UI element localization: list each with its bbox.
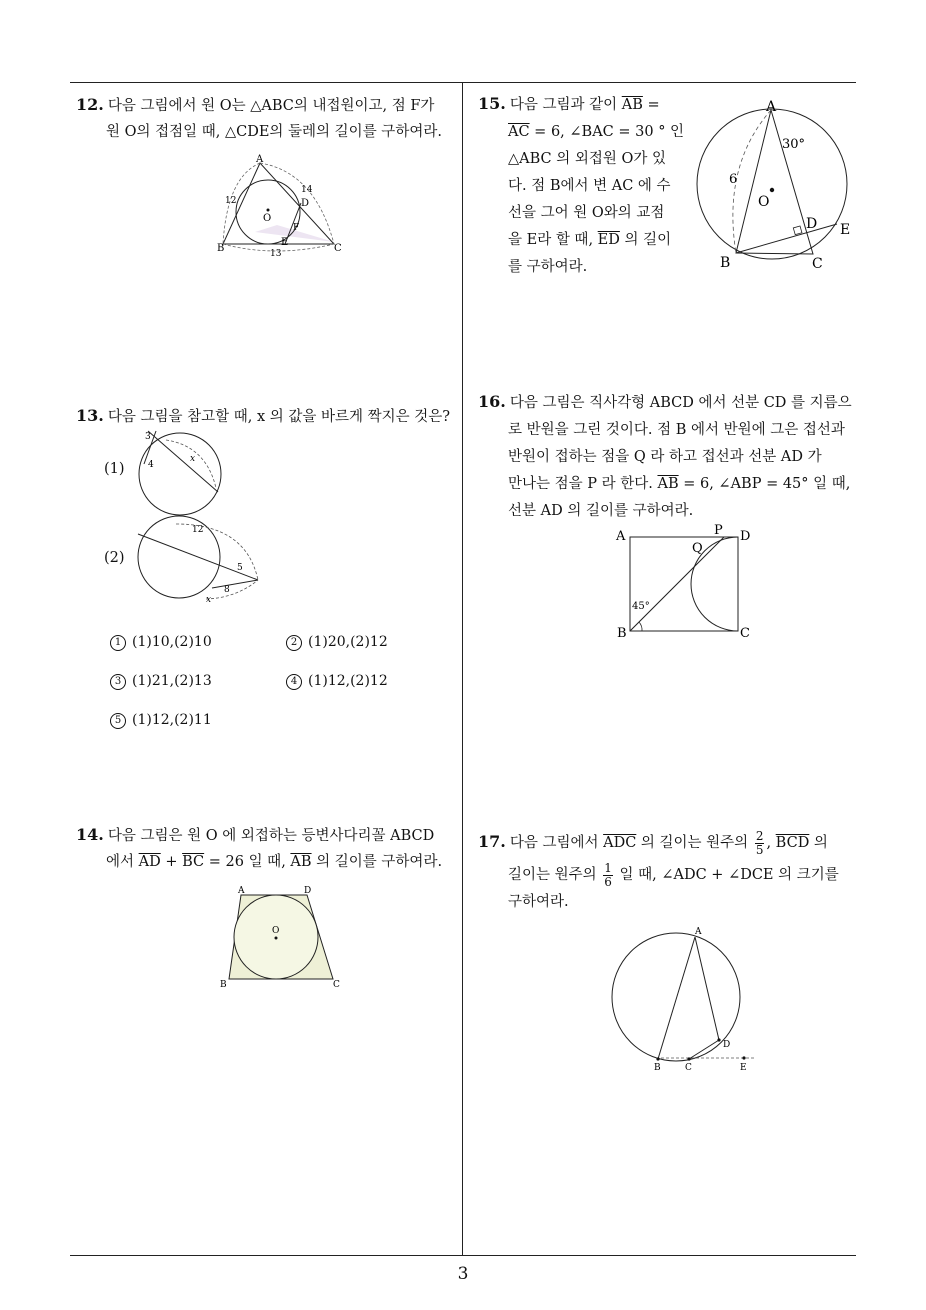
- bottom-rule: [70, 1255, 856, 1256]
- page-number: 3: [457, 1264, 469, 1284]
- label-A: A: [256, 154, 264, 165]
- figure-q14: [215, 882, 345, 992]
- question-14: 14. 다음 그림은 원 O 에 외접하는 등변사다리꼴 ABCD 에서 $\overline{AD} + \overline{BC} = 26$ 일 때, $\overline{AB}$ 의 길이를 구하여라.: [76, 825, 443, 870]
- label-8: 8: [224, 585, 230, 595]
- label-C: C: [685, 1063, 692, 1073]
- figure-q13-2: [136, 514, 266, 604]
- label-12: 12: [225, 196, 237, 206]
- label-B: B: [217, 243, 225, 254]
- label-A: A: [766, 99, 777, 115]
- question-number: 15.: [478, 94, 506, 113]
- label-D: D: [806, 216, 818, 232]
- label-B: B: [220, 980, 227, 990]
- label-4: 4: [148, 460, 154, 470]
- fraction-2-5: $\frac{2}{5}$: [755, 828, 764, 857]
- label-D: D: [304, 886, 312, 896]
- label-13: 13: [270, 249, 282, 259]
- label-x: x: [206, 595, 212, 604]
- choice-1[interactable]: 1 (1)10,(2)10: [110, 634, 212, 651]
- label-A: A: [238, 886, 245, 896]
- top-rule: [70, 82, 856, 83]
- figure-q17: [606, 922, 766, 1076]
- question-12: [76, 92, 460, 145]
- label-C: C: [812, 256, 823, 272]
- question-text: 다음 그림을 참고할 때, x 의 값을 바르게 짝지은 것은?: [107, 409, 451, 425]
- label-B: B: [720, 255, 731, 271]
- choice-2[interactable]: 2 (1)20,(2)12: [286, 634, 388, 651]
- figure-q13-1: [136, 426, 231, 518]
- label-E: E: [740, 1063, 747, 1073]
- label-14: 14: [301, 185, 313, 195]
- label-A: A: [616, 529, 626, 544]
- question-15: 15. 다음 그림과 같이 $\overline{AB}$ = $\overline{AC} = 6$, ∠BAC = 30 ° 인 △ABC 의 외접원 O가 있 다. 점 B에서 변 AC 에 수 선을 그어 원 O와의 교점 을 E라 할 때, $\overline{ED}$ 의 길이 를 구하여라.: [478, 94, 685, 275]
- figure-label-2: (2): [104, 550, 125, 566]
- fraction-1-6: $\frac{1}{6}$: [604, 860, 612, 889]
- label-C: C: [333, 980, 340, 990]
- label-A: A: [695, 927, 702, 937]
- label-x: x: [190, 454, 196, 464]
- label-E: E: [840, 222, 851, 238]
- question-text: 다음 그림에서 원 O는 △ABC의 내접원이고, 점 F가: [107, 98, 435, 114]
- question-number: 14.: [76, 825, 104, 844]
- choice-4[interactable]: 4 (1)12,(2)12: [286, 673, 388, 690]
- figure-q12: [215, 152, 345, 262]
- question-text: 원 O의 접점일 때, △CDE의 둘레의 길이를 구하여라.: [106, 124, 442, 140]
- question-13: [76, 403, 460, 430]
- question-number: 13.: [76, 406, 104, 425]
- label-B: B: [654, 1063, 661, 1073]
- label-5: 5: [237, 563, 243, 573]
- question-17: 17. 다음 그림에서 $\overline{ADC}$ 의 길이는 원주의 $\frac{2}{5}$ , $\overline{BCD}$ 의 길이는 원주의 $\frac{1}{6}$ 일 때, ∠ADC + ∠DCE 의 크기를 구하여라.: [478, 828, 839, 910]
- label-F: F: [293, 223, 300, 233]
- label-3: 3: [145, 432, 151, 442]
- label-angle: 45°: [632, 601, 650, 612]
- choice-5[interactable]: 5 (1)12,(2)11: [110, 712, 212, 729]
- figure-q15: [692, 96, 862, 274]
- label-angle: 30°: [782, 137, 806, 152]
- label-B: B: [617, 626, 627, 641]
- label-D: D: [723, 1040, 731, 1050]
- figure-label-1: (1): [104, 461, 125, 477]
- column-divider: [462, 82, 463, 1256]
- label-O: O: [272, 926, 280, 936]
- label-O: O: [263, 213, 272, 224]
- question-16: 16. 다음 그림은 직사각형 ABCD 에서 선분 CD 를 지름으 로 반원을 그린 것이다. 점 B 에서 반원에 그은 접선과 반원이 접하는 점을 Q 라 하고 접선과 선분 AD 가 만나는 점을 P 라 한다. $\overline{AB} = 6$, ∠ABP = 45° 일 때, 선분 AD 의 길이를 구하여라.: [478, 392, 852, 519]
- label-6: 6: [729, 172, 738, 187]
- label-C: C: [334, 243, 342, 254]
- question-number: 17.: [478, 832, 506, 851]
- label-D: D: [301, 198, 310, 209]
- label-Q: Q: [692, 541, 703, 556]
- label-D: D: [740, 529, 751, 544]
- label-C: C: [740, 626, 750, 641]
- question-number: 12.: [76, 95, 104, 114]
- label-12: 12: [192, 525, 204, 535]
- label-E: E: [281, 237, 289, 248]
- question-text: 다음 그림은 원 O 에 외접하는 등변사다리꼴 ABCD: [107, 828, 435, 844]
- figure-q16: [612, 520, 762, 644]
- question-number: 16.: [478, 392, 506, 411]
- label-P: P: [714, 523, 723, 538]
- label-O: O: [758, 194, 770, 210]
- choice-3[interactable]: 3 (1)21,(2)13: [110, 673, 212, 690]
